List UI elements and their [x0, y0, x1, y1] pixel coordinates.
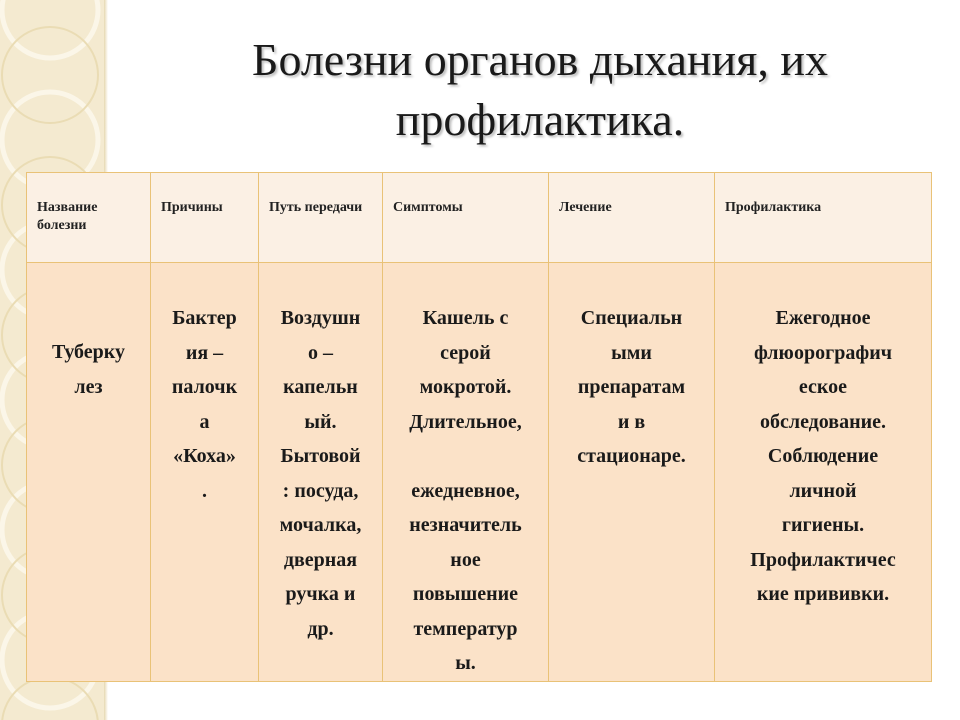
cell-transmission: Воздушн о – капельн ый. Бытовой : посуда, мочалка, дверная ручка и др.	[259, 263, 383, 682]
cell-name	[27, 263, 151, 682]
header-causes: Причины	[151, 173, 259, 263]
title-line-2: профилактика.	[395, 94, 685, 145]
cell-causes: Бактер ия – палочк а «Коха» .	[151, 263, 259, 682]
title-line-1: Болезни органов дыхания, их	[252, 34, 828, 85]
disease-table	[26, 172, 932, 682]
header-transmission: Путь передачи	[259, 173, 383, 263]
cell-treatment: Специальн ыми препаратам и в стационаре.	[549, 263, 715, 682]
header-symptoms: Симптомы	[383, 173, 549, 263]
header-prevention: Профилактика	[715, 173, 932, 263]
header-treatment: Лечение	[549, 173, 715, 263]
header-name: Название болезни	[27, 173, 151, 263]
table-row	[27, 263, 932, 682]
cell-name-text: Туберку лез	[51, 341, 126, 398]
cell-prevention: Ежегодное флюорографич еское обследование. Соблюдение личной гигиены. Профилактичес кие прививки.	[715, 263, 932, 682]
slide-title	[150, 30, 930, 150]
table-header-row	[27, 173, 932, 263]
cell-symptoms: Кашель с серой мокротой. Длительное, ежедневное, незначитель ное повышение температур ы.	[383, 263, 549, 682]
